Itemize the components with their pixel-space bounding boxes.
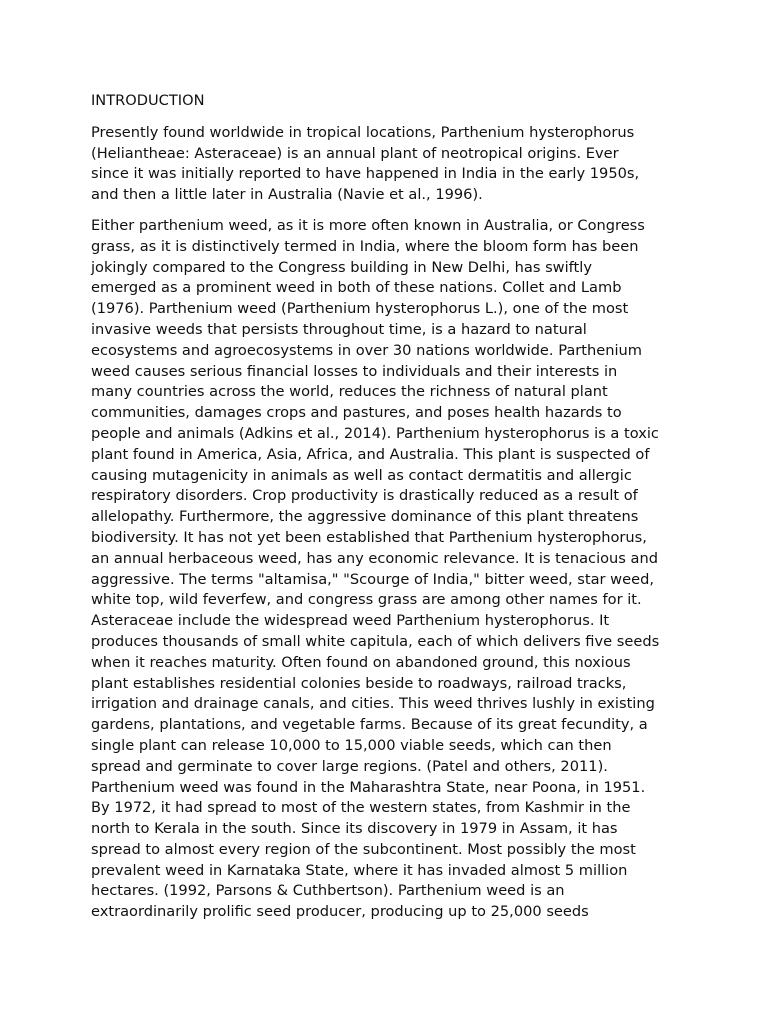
paragraph-line: Presently found worldwide in tropical locations, Parthenium hysterophorus: [91, 123, 635, 141]
paragraph-line: produces thousands of small white capitula, each of which delivers five seeds: [91, 632, 660, 650]
paragraph-line: jokingly compared to the Congress building in New Delhi, has swiftly: [91, 258, 592, 276]
paragraph-line: allelopathy. Furthermore, the aggressive dominance of this plant threatens: [91, 508, 639, 526]
paragraph-line: Asteraceae include the widespread weed Parthenium hysterophorus. It: [91, 612, 610, 630]
paragraph-line: people and animals (Adkins et al., 2014). Parthenium hysterophorus is a toxic: [91, 424, 659, 442]
paragraph-line: and then a little later in Australia (Navie et al., 1996).: [91, 186, 483, 204]
paragraph-line: respiratory disorders. Crop productivity is drastically reduced as a result of: [91, 487, 638, 505]
document-body: [91, 123, 687, 923]
paragraph-line: white top, wild feverfew, and congress grass are among other names for it.: [91, 591, 642, 609]
paragraph-line: plant establishes residential colonies beside to roadways, railroad tracks,: [91, 674, 627, 692]
body-paragraph: [91, 123, 687, 206]
paragraph-line: By 1972, it had spread to most of the western states, from Kashmir in the: [91, 799, 631, 817]
paragraph-line: spread and germinate to cover large regions. (Patel and others, 2011).: [91, 757, 608, 775]
paragraph-line: emerged as a prominent weed in both of these nations. Collet and Lamb: [91, 279, 622, 297]
section-heading: INTRODUCTION: [91, 92, 205, 109]
paragraph-line: irrigation and drainage canals, and cities. This weed thrives lushly in existing: [91, 695, 655, 713]
document-page: [91, 91, 687, 933]
paragraph-line: spread to almost every region of the subcontinent. Most possibly the most: [91, 840, 636, 858]
paragraph-line: communities, damages crops and pastures, and poses health hazards to: [91, 404, 622, 422]
paragraph-line: aggressive. The terms "altamisa," "Scourge of India," bitter weed, star weed,: [91, 570, 654, 588]
paragraph-line: plant found in America, Asia, Africa, and Australia. This plant is suspected of: [91, 445, 650, 463]
paragraph-line: grass, as it is distinctively termed in India, where the bloom form has been: [91, 237, 639, 255]
paragraph-line: weed causes serious financial losses to individuals and their interests in: [91, 362, 618, 380]
paragraph-line: when it reaches maturity. Often found on abandoned ground, this noxious: [91, 653, 631, 671]
paragraph-line: causing mutagenicity in animals as well as contact dermatitis and allergic: [91, 466, 632, 484]
paragraph-line: ecosystems and agroecosystems in over 30 nations worldwide. Parthenium: [91, 341, 642, 359]
paragraph-line: Parthenium weed was found in the Maharashtra State, near Poona, in 1951.: [91, 778, 646, 796]
paragraph-line: hectares. (1992, Parsons & Cuthbertson). Parthenium weed is an: [91, 882, 565, 900]
body-paragraph: [91, 216, 687, 923]
paragraph-line: (Heliantheae: Asteraceae) is an annual plant of neotropical origins. Ever: [91, 144, 619, 162]
paragraph-line: prevalent weed in Karnataka State, where it has invaded almost 5 million: [91, 861, 628, 879]
paragraph-line: (1976). Parthenium weed (Parthenium hysterophorus L.), one of the most: [91, 300, 629, 318]
paragraph-line: many countries across the world, reduces the richness of natural plant: [91, 383, 608, 401]
paragraph-line: biodiversity. It has not yet been established that Parthenium hysterophorus,: [91, 528, 647, 546]
paragraph-line: gardens, plantations, and vegetable farms. Because of its great fecundity, a: [91, 716, 648, 734]
paragraph-line: an annual herbaceous weed, has any economic relevance. It is tenacious and: [91, 549, 659, 567]
paragraph-line: north to Kerala in the south. Since its discovery in 1979 in Assam, it has: [91, 820, 618, 838]
paragraph-line: extraordinarily prolific seed producer, producing up to 25,000 seeds: [91, 903, 589, 921]
paragraph-line: Either parthenium weed, as it is more often known in Australia, or Congress: [91, 216, 645, 234]
paragraph-line: invasive weeds that persists throughout time, is a hazard to natural: [91, 320, 587, 338]
paragraph-line: single plant can release 10,000 to 15,000 viable seeds, which can then: [91, 736, 612, 754]
paragraph-line: since it was initially reported to have happened in India in the early 1950s,: [91, 165, 640, 183]
